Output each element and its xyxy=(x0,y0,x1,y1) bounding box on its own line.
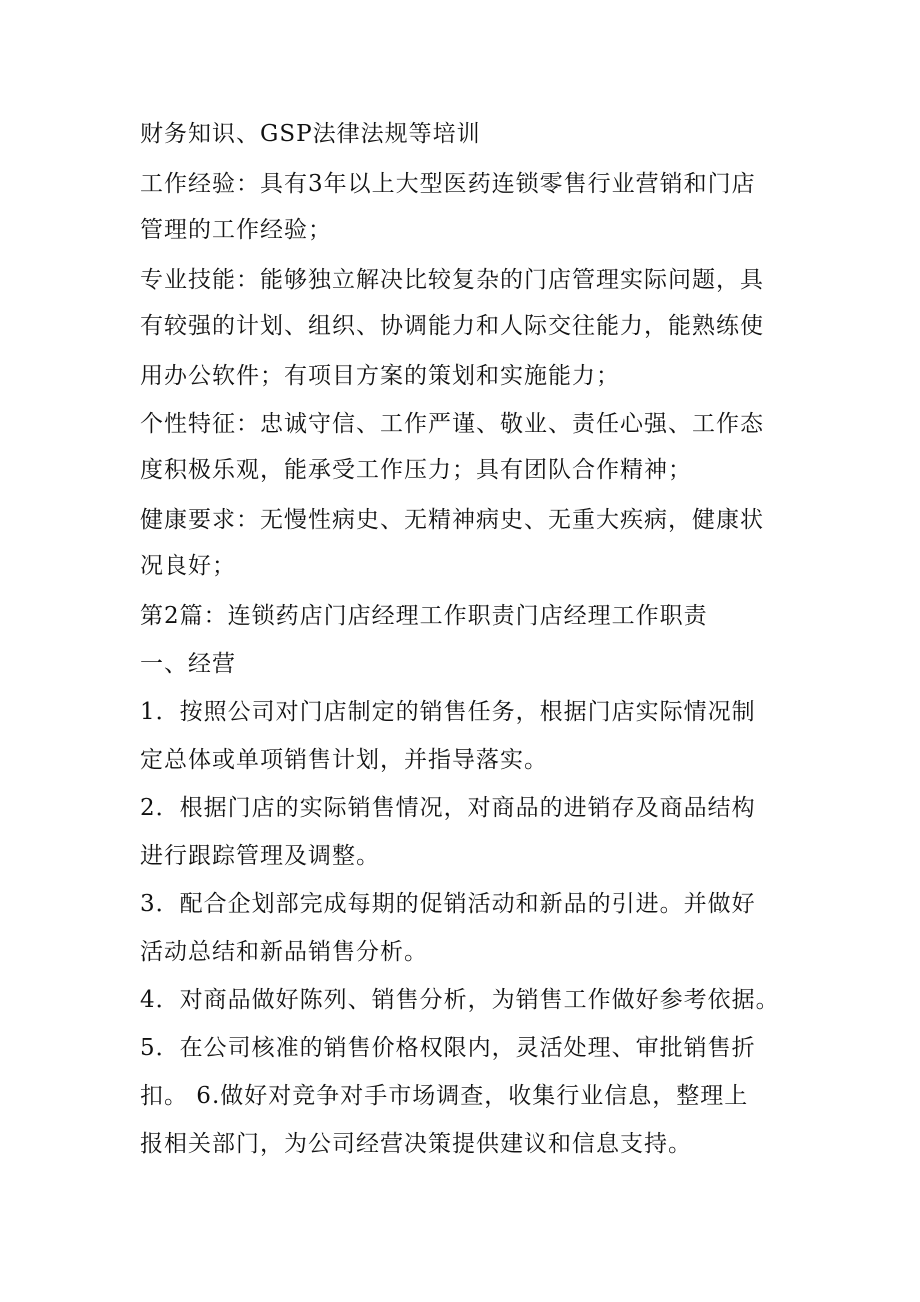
text-line: 个性特征：忠诚守信、工作严谨、敬业、责任心强、工作态 xyxy=(140,411,764,437)
text-line: 用办公软件；有项目方案的策划和实施能力； xyxy=(140,363,620,389)
text-line: 健康要求：无慢性病史、无精神病史、无重大疾病，健康状 xyxy=(140,507,764,533)
section-heading: 第2篇：连锁药店门店经理工作职责门店经理工作职责 xyxy=(140,603,708,629)
text-line: 管理的工作经验； xyxy=(140,217,332,243)
text-line: 扣。 6.做好对竞争对手市场调查，收集行业信息，整理上 xyxy=(140,1083,749,1109)
list-item: 2．根据门店的实际销售情况，对商品的进销存及商品结构 xyxy=(140,795,756,821)
list-item: 3．配合企划部完成每期的促销活动和新品的引进。并做好 xyxy=(140,891,756,917)
text-line: 活动总结和新品销售分析。 xyxy=(140,939,428,965)
text-line: 财务知识、GSP法律法规等培训 xyxy=(140,121,481,147)
list-item: 1．按照公司对门店制定的销售任务，根据门店实际情况制 xyxy=(140,699,756,725)
list-item: 5．在公司核准的销售价格权限内，灵活处理、审批销售折 xyxy=(140,1035,756,1061)
text-line: 工作经验：具有3年以上大型医药连锁零售行业营销和门店 xyxy=(140,171,756,197)
text-line: 进行跟踪管理及调整。 xyxy=(140,843,380,869)
text-line: 专业技能：能够独立解决比较复杂的门店管理实际问题，具 xyxy=(140,267,764,293)
text-line: 有较强的计划、组织、协调能力和人际交往能力，能熟练使 xyxy=(140,313,764,339)
list-item: 4．对商品做好陈列、销售分析，为销售工作做好参考依据。 xyxy=(140,987,780,1013)
text-line: 定总体或单项销售计划，并指导落实。 xyxy=(140,747,548,773)
text-line: 报相关部门，为公司经营决策提供建议和信息支持。 xyxy=(140,1131,692,1157)
text-line: 况良好； xyxy=(140,553,236,579)
subsection-heading: 一、经营 xyxy=(140,651,236,677)
text-line: 度积极乐观，能承受工作压力；具有团队合作精神； xyxy=(140,457,692,483)
